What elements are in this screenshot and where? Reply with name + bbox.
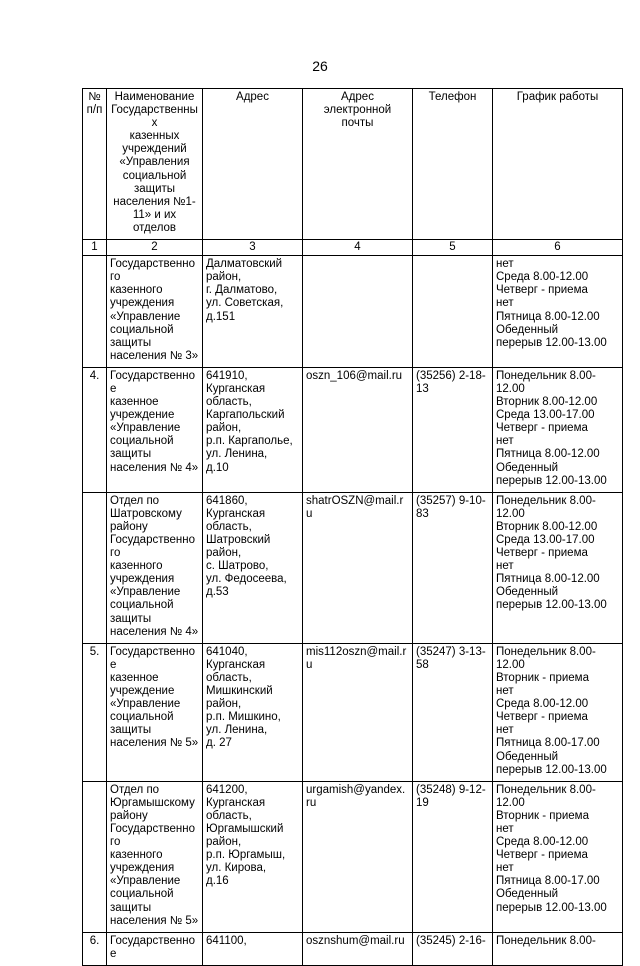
work-schedule: нет Среда 8.00-12.00 Четверг - приема нет Пятница 8.00-12.00 Обеденный перерыв 12.00-13.00 bbox=[493, 256, 623, 368]
column-number: 5 bbox=[413, 240, 493, 256]
email-link[interactable]: urgamish@yandex.ru bbox=[303, 781, 413, 932]
work-schedule: Понедельник 8.00- 12.00 Вторник - приема нет Среда 8.00-12.00 Четверг - приема нет Пятница 8.00-17.00 Обеденный перерыв 12.00-13.00 bbox=[493, 781, 623, 932]
table-row bbox=[83, 367, 623, 492]
row-number bbox=[83, 781, 107, 932]
work-schedule: Понедельник 8.00- bbox=[493, 932, 623, 965]
header-name: Наименование Государственных казенных учреждений «Управления социальной защиты населения №1- 11» и их отделов bbox=[107, 89, 203, 240]
table-header-row bbox=[83, 89, 623, 240]
institutions-table bbox=[82, 88, 623, 966]
phone-number bbox=[413, 256, 493, 368]
email-link[interactable]: osznshum@mail.ru bbox=[303, 932, 413, 965]
institution-address: 641200, Курганская область, Юргамышский район, р.п. Юргамыш, ул. Кирова, д.16 bbox=[203, 781, 303, 932]
header-number: № п/п bbox=[83, 89, 107, 240]
column-number: 6 bbox=[493, 240, 623, 256]
work-schedule: Понедельник 8.00- 12.00 Вторник - приема нет Среда 8.00-12.00 Четверг - приема нет Пятница 8.00-17.00 Обеденный перерыв 12.00-13.00 bbox=[493, 643, 623, 781]
institution-name: Государственное казенное учреждение «Управление социальной защиты населения № 4» bbox=[107, 367, 203, 492]
institution-name: Государственного казенного учреждения «Управление социальной защиты населения № 3» bbox=[107, 256, 203, 368]
table-row bbox=[83, 781, 623, 932]
column-number: 3 bbox=[203, 240, 303, 256]
column-number: 2 bbox=[107, 240, 203, 256]
header-phone: Телефон bbox=[413, 89, 493, 240]
institution-name: Отдел по Шатровскому району Государственного казенного учреждения «Управление социальной защиты населения № 4» bbox=[107, 492, 203, 643]
row-number bbox=[83, 256, 107, 368]
row-number bbox=[83, 492, 107, 643]
column-number: 1 bbox=[83, 240, 107, 256]
table-row bbox=[83, 932, 623, 965]
institution-address: Далматовский район, г. Далматово, ул. Советская, д.151 bbox=[203, 256, 303, 368]
table-row bbox=[83, 256, 623, 368]
phone-number: (35248) 9-12- 19 bbox=[413, 781, 493, 932]
header-email: Адрес электронной почты bbox=[303, 89, 413, 240]
header-schedule: График работы bbox=[493, 89, 623, 240]
institution-name: Отдел по Юргамышскому району Государственного казенного учреждения «Управление социальной защиты населения № 5» bbox=[107, 781, 203, 932]
row-number: 4. bbox=[83, 367, 107, 492]
email-link[interactable]: oszn_106@mail.ru bbox=[303, 367, 413, 492]
institution-name: Государственное казенное учреждение «Управление социальной защиты населения № 5» bbox=[107, 643, 203, 781]
phone-number: (35245) 2-16- bbox=[413, 932, 493, 965]
page-number: 26 bbox=[312, 58, 328, 74]
phone-number: (35247) 3-13- 58 bbox=[413, 643, 493, 781]
column-number: 4 bbox=[303, 240, 413, 256]
email-link[interactable] bbox=[303, 256, 413, 368]
phone-number: (35257) 9-10- 83 bbox=[413, 492, 493, 643]
email-link[interactable]: mis112oszn@mail.ru bbox=[303, 643, 413, 781]
institution-name: Государственное bbox=[107, 932, 203, 965]
row-number: 6. bbox=[83, 932, 107, 965]
header-address: Адрес bbox=[203, 89, 303, 240]
work-schedule: Понедельник 8.00- 12.00 Вторник 8.00-12.00 Среда 13.00-17.00 Четверг - приема нет Пятница 8.00-12.00 Обеденный перерыв 12.00-13.00 bbox=[493, 367, 623, 492]
institution-address: 641040, Курганская область, Мишкинский район, р.п. Мишкино, ул. Ленина, д. 27 bbox=[203, 643, 303, 781]
row-number: 5. bbox=[83, 643, 107, 781]
column-numbers-row bbox=[83, 240, 623, 256]
email-link[interactable]: shatrOSZN@mail.ru bbox=[303, 492, 413, 643]
institution-address: 641910, Курганская область, Каргапольский район, р.п. Каргаполье, ул. Ленина, д.10 bbox=[203, 367, 303, 492]
institution-address: 641860, Курганская область, Шатровский район, с. Шатрово, ул. Федосеева, д.53 bbox=[203, 492, 303, 643]
table-row bbox=[83, 492, 623, 643]
phone-number: (35256) 2-18- 13 bbox=[413, 367, 493, 492]
work-schedule: Понедельник 8.00- 12.00 Вторник 8.00-12.00 Среда 13.00-17.00 Четверг - приема нет Пятница 8.00-12.00 Обеденный перерыв 12.00-13.00 bbox=[493, 492, 623, 643]
institution-address: 641100, bbox=[203, 932, 303, 965]
table-row bbox=[83, 643, 623, 781]
